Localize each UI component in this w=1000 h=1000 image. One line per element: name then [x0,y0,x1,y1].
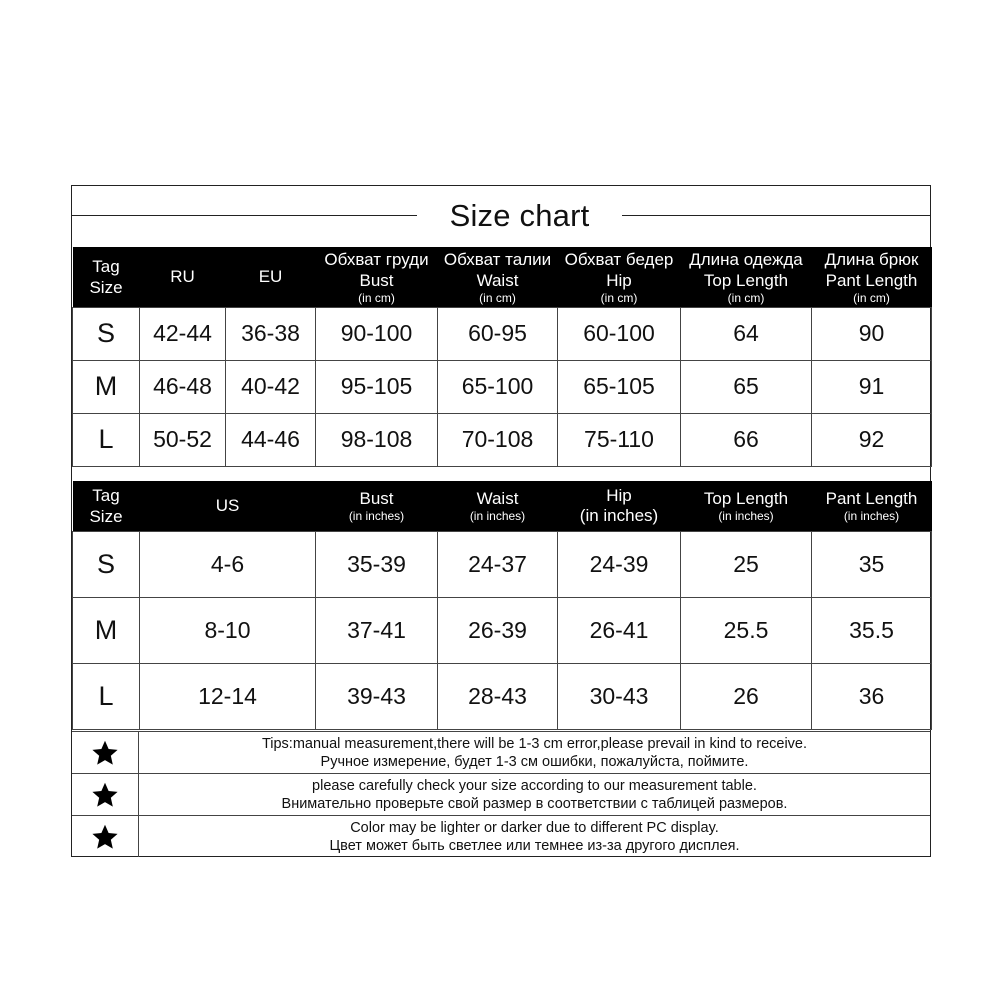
header-pant-length [812,247,932,307]
header-text: Size [89,277,123,297]
header-hip [558,247,681,307]
table-cell: 24-37 [438,531,558,597]
table-cell: 65-100 [438,360,558,413]
tip-line-en: Color may be lighter or darker due to different PC display. [350,820,719,836]
header-text: Pant Length [825,489,918,509]
star-icon [72,732,139,773]
header-text: Hip [606,270,632,290]
header-us [140,481,316,531]
header-unit: (in inches) [469,509,526,524]
size-cell: S [73,307,140,360]
table-cell: 90 [812,307,932,360]
table-cell: 35 [812,531,932,597]
header-waist [438,247,558,307]
table-cell: 35-39 [316,531,438,597]
header-unit: (in inches) [843,509,900,524]
table-cell: 98-108 [316,413,438,466]
table-cell: 26-41 [558,597,681,663]
header-text: Waist [476,489,519,509]
table-cell: 26 [681,663,812,729]
header-text: RU [170,267,195,287]
size-chart [71,185,931,857]
header-tag-size [73,481,140,531]
header-text: Waist [476,270,519,290]
table-cell: 44-46 [226,413,316,466]
table-cell: 24-39 [558,531,681,597]
tip-line-en: Tips:manual measurement,there will be 1-3 cm error,please prevail in kind to receive. [261,736,808,752]
header-text-ru: Обхват бедер [564,249,674,269]
tip-line-ru: Ручное измерение, будет 1-3 см ошибки, пожалуйста, поймите. [320,754,749,770]
header-text: Tag [92,256,120,276]
title-rule-left [72,215,417,216]
table-cell: 60-95 [438,307,558,360]
table-row [73,597,932,663]
header-unit: (in inches) [579,506,659,526]
header-text: US [215,496,240,516]
header-bust [316,247,438,307]
tip-row [72,773,930,815]
table-row [73,307,932,360]
table-cell: 39-43 [316,663,438,729]
tip-text [139,777,930,813]
table-cell: 8-10 [140,597,316,663]
header-eu [226,247,316,307]
header-unit: (in cm) [727,290,765,305]
table-cell: 95-105 [316,360,438,413]
tip-text [139,819,930,855]
header-text: Hip [606,486,632,506]
header-ru [140,247,226,307]
table-row [73,413,932,466]
table-cell: 12-14 [140,663,316,729]
table-header-row [73,481,932,531]
table-cell: 75-110 [558,413,681,466]
star-icon [72,816,139,857]
header-unit: (in inches) [348,509,405,524]
header-top-length [681,247,812,307]
header-text-ru: Обхват талии [443,249,552,269]
table-header-row [73,247,932,307]
tip-line-ru: Внимательно проверьте свой размер в соответствии с таблицей размеров. [281,796,788,812]
header-tag-size [73,247,140,307]
size-cell: S [73,531,140,597]
tips-section [72,731,930,857]
table-cell: 36 [812,663,932,729]
tip-row [72,815,930,857]
header-text: Size [89,506,123,526]
table-cell: 28-43 [438,663,558,729]
header-text: Tag [92,485,120,505]
size-cell: M [73,360,140,413]
header-text: Pant Length [825,270,918,290]
header-waist [438,481,558,531]
table-cell: 35.5 [812,597,932,663]
table-cell: 46-48 [140,360,226,413]
table-cell: 4-6 [140,531,316,597]
table-cell: 37-41 [316,597,438,663]
table-cell: 40-42 [226,360,316,413]
header-unit: (in cm) [600,290,638,305]
header-text: Bust [359,270,394,290]
table-cell: 25 [681,531,812,597]
size-table-inches [72,481,932,730]
table-cell: 65 [681,360,812,413]
header-unit: (in cm) [358,290,395,305]
table-cell: 60-100 [558,307,681,360]
table-row [73,360,932,413]
tip-row [72,731,930,773]
table-cell: 64 [681,307,812,360]
header-text-ru: Обхват груди [324,249,429,269]
table-cell: 92 [812,413,932,466]
size-table-cm [72,247,932,467]
title-rule-right [622,215,930,216]
header-bust [316,481,438,531]
header-text-ru: Длина одежда [689,249,803,269]
table-cell: 65-105 [558,360,681,413]
header-hip [558,481,681,531]
size-cell: M [73,597,140,663]
title-row [72,186,930,247]
header-text: Top Length [703,489,789,509]
header-unit: (in inches) [718,509,774,524]
header-unit: (in cm) [853,290,890,305]
table-row [73,663,932,729]
table-cell: 90-100 [316,307,438,360]
table-cell: 70-108 [438,413,558,466]
table-cell: 25.5 [681,597,812,663]
header-text: Bust [359,489,394,509]
header-pant-length [812,481,932,531]
header-top-length [681,481,812,531]
table-row [73,531,932,597]
table-cell: 42-44 [140,307,226,360]
header-text-ru: Длина брюк [824,249,919,269]
tip-line-en: please carefully check your size according to our measurement table. [312,778,757,794]
header-text: Top Length [703,270,789,290]
table-cell: 36-38 [226,307,316,360]
star-icon [72,774,139,815]
size-cell: L [73,663,140,729]
header-unit: (in cm) [479,290,516,305]
tip-line-ru: Цвет может быть светлее или темнее из-за другого дисплея. [329,838,740,854]
tip-text [139,735,930,771]
table-cell: 30-43 [558,663,681,729]
table-cell: 50-52 [140,413,226,466]
table-cell: 66 [681,413,812,466]
table-cell: 26-39 [438,597,558,663]
table-cell: 91 [812,360,932,413]
header-text: EU [258,267,283,287]
size-cell: L [73,413,140,466]
page-title: Size chart [449,198,590,233]
